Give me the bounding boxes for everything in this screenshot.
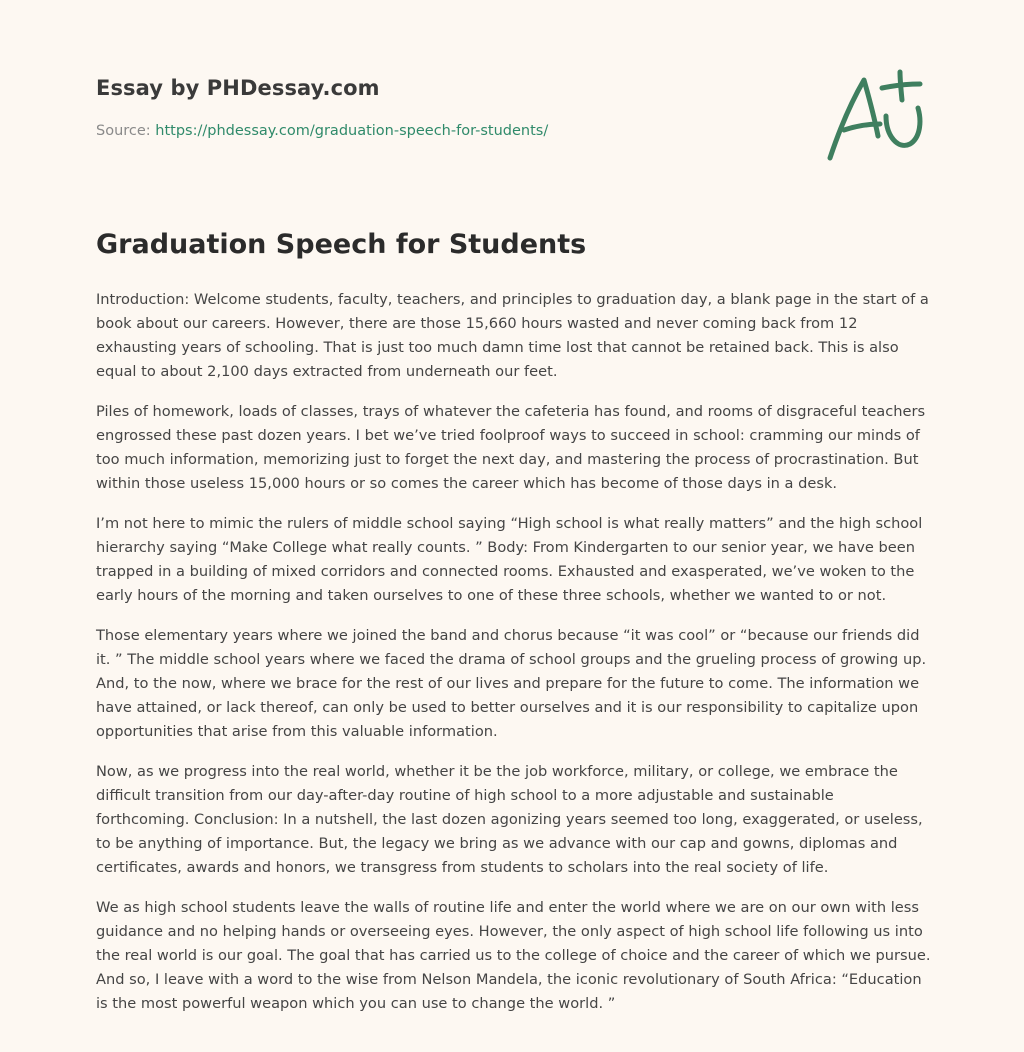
source-link[interactable]: https://phdessay.com/graduation-speech-for-students/ (155, 123, 549, 139)
essay-title: Graduation Speech for Students (96, 229, 587, 260)
essay-paragraph: Now, as we progress into the real world, whether it be the job workforce, military, or college, we embrace the difficult transition from our day-after-day routine of high school to a more adjustable and sustainable forthcoming. Conclusion: In a nutshell, the last dozen agonizing years seemed too long, exaggerated, or useless, to be anything of importance. But, the legacy we bring as we advance with our cap and gowns, diplomas and certificates, awards and honors, we transgress from students to scholars into the real society of life. (96, 763, 923, 876)
essay-content (96, 226, 931, 1032)
essay-paragraph: Those elementary years where we joined the band and chorus because “it was cool” or “because our friends did it. ” The middle school years where we faced the drama of school groups and the grueling process of growing up. And, to the now, where we brace for the rest of our lives and prepare for the future to come. The information we have attained, or lack thereof, can only be used to better ourselves and it is our responsibility to capitalize upon opportunities that arise from this valuable information. (96, 627, 927, 740)
a-plus-logo-icon (820, 66, 930, 166)
essay-paragraph: I’m not here to mimic the rulers of middle school saying “High school is what really matters” and the high school hierarchy saying “Make College what really counts. ” Body: From Kindergarten to our senior year, we have been trapped in a building of mixed corridors and connected rooms. Exhausted and exasperated, we’ve woken to the early hours of the morning and taken ourselves to one of these three schools, whether we wanted to or not. (96, 515, 923, 604)
essay-paragraph: Piles of homework, loads of classes, trays of whatever the cafeteria has found, and rooms of disgraceful teachers engrossed these past dozen years. I bet we’ve tried foolproof ways to succeed in school: cramming our minds of too much information, memorizing just to forget the next day, and mastering the process of procrastination. But within those useless 15,000 hours or so comes the career which has become of those days in a desk. (96, 403, 926, 492)
a-plus-logo-svg (820, 66, 930, 166)
page-header (96, 76, 796, 139)
source-label: Source: (96, 123, 151, 139)
site-title: Essay by PHDessay.com (96, 76, 380, 100)
essay-paragraph: Introduction: Welcome students, faculty, teachers, and principles to graduation day, a blank page in the start of a book about our careers. However, there are those 15,660 hours wasted and never coming back from 12 exhausting years of schooling. That is just too much damn time lost that cannot be retained back. This is also equal to about 2,100 days extracted from underneath our feet. (96, 291, 929, 380)
source-line (96, 123, 796, 139)
essay-paragraph: We as high school students leave the walls of routine life and enter the world where we are on our own with less guidance and no helping hands or overseeing eyes. However, the only aspect of high school life following us into the real world is our goal. The goal that has carried us to the college of choice and the career of which we pursue. And so, I leave with a word to the wise from Nelson Mandela, the iconic revolutionary of South Africa: “Education is the most powerful weapon which you can use to change the world. ” (96, 899, 931, 1012)
